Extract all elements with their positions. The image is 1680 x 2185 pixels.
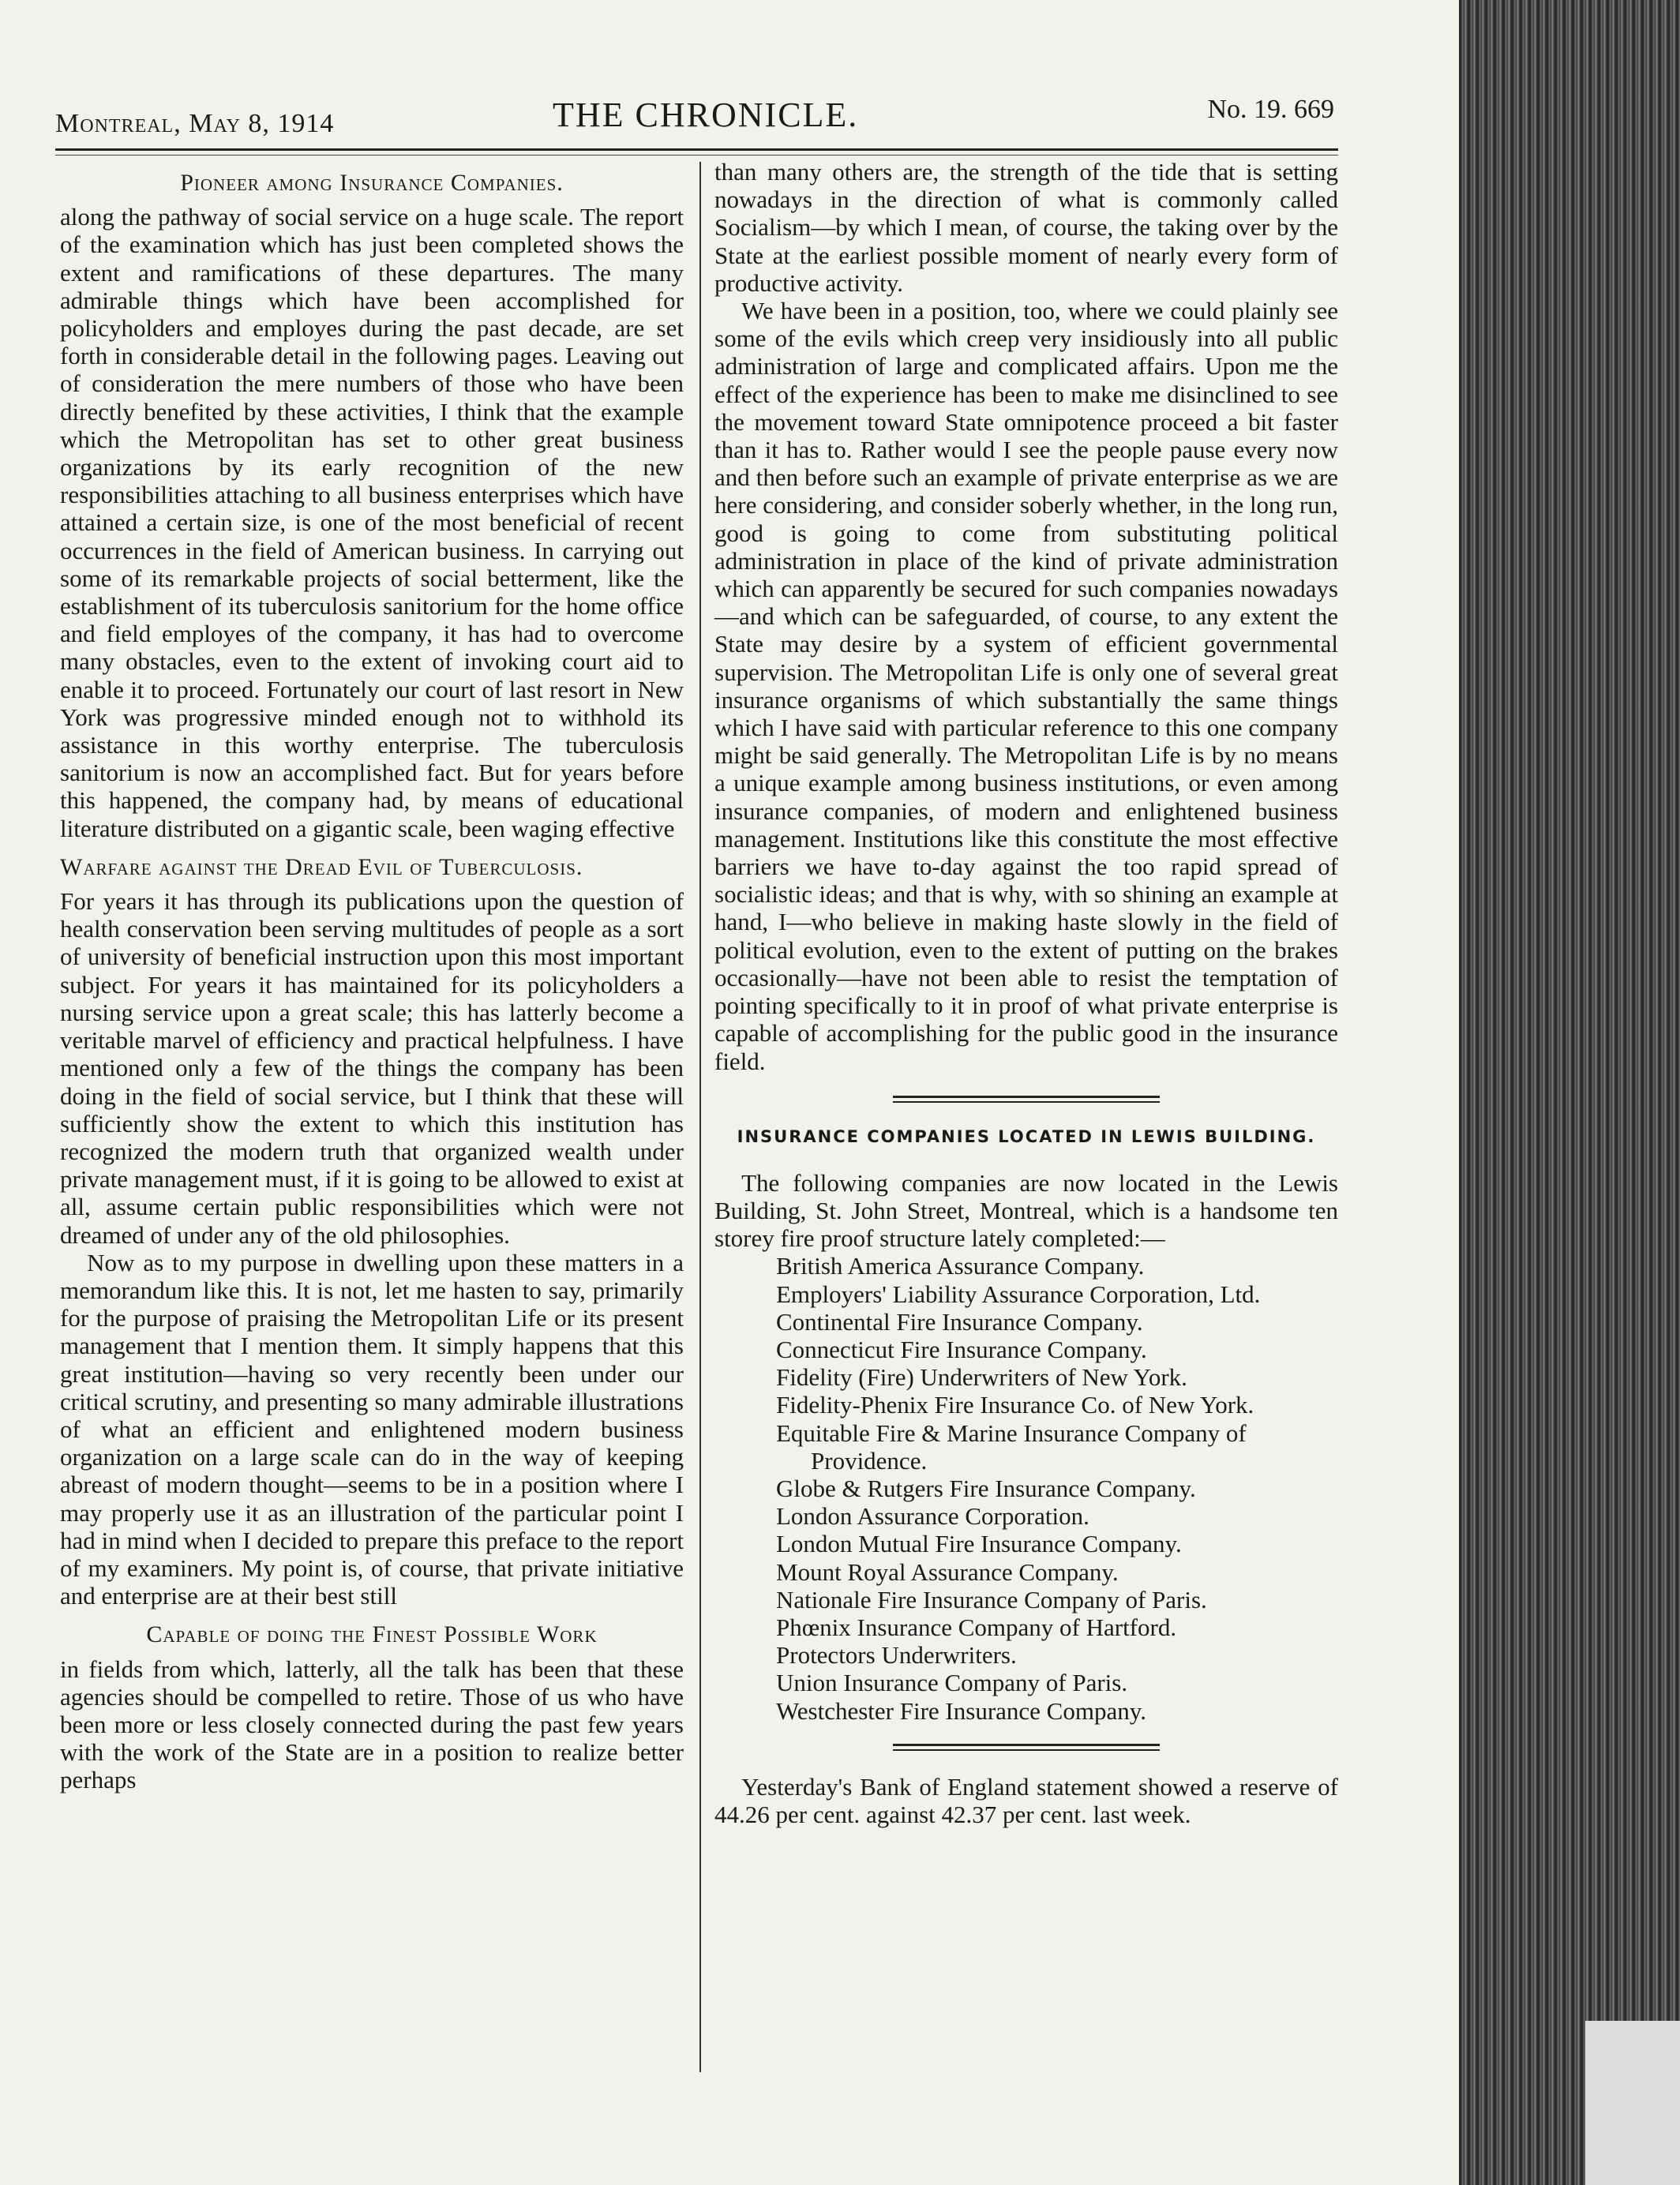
section-heading-pioneer: Pioneer among Insurance Companies.	[180, 170, 564, 196]
list-item: Equitable Fire & Marine Insurance Company of	[776, 1419, 1247, 1447]
list-item: Continental Fire Insurance Company.	[776, 1307, 1143, 1336]
list-item: Protectors Underwriters.	[776, 1641, 1017, 1670]
left-column	[60, 158, 684, 1794]
paragraph: along the pathway of social service on a huge scale. The report of the examination which has just been completed shows the extent and ramifications of these departures. The many admirable things which have been accomplished for policyholders and employes during the past decade, are set forth in considerable detail in the following pages. Leaving out of consideration the mere numbers of those who have been directly benefited by these activities, I think that the example which the Metropolitan has set to other great business organizations by its early recognition of the new responsibilities attaching to all business enterprises which have attained a certain size, is one of the most beneficial of recent occurrences in the field of American business. In carrying out some of its remarkable projects of social betterment, like the establishment of its tuberculosis sanitorium for the home office and field employes of the company, it has had to overcome many obstacles, even to the extent of invoking court aid to enable it to proceed. Fortunately our court of last resort in New York was progressive minded enough not to withhold its assistance in this worthy enterprise. The tuberculosis sanitorium is now an accomplished fact. But for years before this happened, the company had, by means of educational literature distributed on a gigantic scale, been waging effective	[60, 203, 684, 842]
list-item: Fidelity-Phenix Fire Insurance Co. of New York.	[776, 1391, 1254, 1419]
section-heading-lewis-building: INSURANCE COMPANIES LOCATED IN LEWIS BUILDING.	[737, 1126, 1316, 1146]
double-rule-divider	[893, 1744, 1160, 1751]
paragraph-bank-note: Yesterday's Bank of England statement showed a reserve of 44.26 per cent. against 42.37 per cent. last week.	[714, 1772, 1338, 1828]
paragraph: than many others are, the strength of the tide that is setting nowadays in the direction of what is commonly called Socialism—by which I mean, of course, the taking over by the State at the earliest possible moment of nearly every form of productive activity.	[714, 158, 1338, 297]
double-rule-divider	[893, 1096, 1160, 1103]
list-item: Mount Royal Assurance Company.	[776, 1557, 1119, 1586]
header-issue-page: No. 19. 669	[1207, 95, 1334, 124]
list-item: British America Assurance Company.	[776, 1252, 1145, 1280]
list-item-continuation: Providence.	[811, 1446, 928, 1475]
header-dateline: Montreal, May 8, 1914	[55, 109, 335, 138]
list-item: Nationale Fire Insurance Company of Paris.	[776, 1585, 1207, 1613]
page-header	[55, 87, 1334, 142]
list-item: Phœnix Insurance Company of Hartford.	[776, 1613, 1177, 1641]
company-list	[776, 1252, 1338, 1724]
list-item: London Assurance Corporation.	[776, 1502, 1089, 1531]
book-page-edges	[1459, 0, 1680, 2185]
header-title: THE CHRONICLE.	[553, 96, 859, 134]
paragraph-intro: The following companies are now located in the Lewis Building, St. John Street, Montreal, which is a handsome ten storey fire proof structure lately completed:—	[714, 1168, 1338, 1253]
section-heading-warfare: Warfare against the Dread Evil of Tuberculosis.	[60, 853, 583, 880]
header-rule-thin	[55, 155, 1338, 156]
list-item: London Mutual Fire Insurance Company.	[776, 1530, 1182, 1558]
list-item: Westchester Fire Insurance Company.	[776, 1696, 1146, 1725]
list-item: Fidelity (Fire) Underwriters of New York.	[776, 1363, 1187, 1392]
list-item: Connecticut Fire Insurance Company.	[776, 1335, 1147, 1363]
column-divider	[699, 162, 701, 2072]
section-heading-capable: Capable of doing the Finest Possible Work	[146, 1621, 598, 1648]
paragraph: Now as to my purpose in dwelling upon these matters in a memorandum like this. It is not, let me hasten to say, primarily for the purpose of praising the Metropolitan Life or its present management that I mention them. It simply happens that this great institution—having so very recently been under our critical scrutiny, and presenting so many admirable illustrations of what an efficient and enlightened modern business organization on a large scale can do in the way of keeping abreast of modern thought—seems to be in a position where I may properly use it as an illustration of the particular point I had in mind when I decided to prepare this preface to the report of my examiners. My point is, of course, that private initiative and enterprise are at their best still	[60, 1248, 684, 1610]
list-item: Union Insurance Company of Paris.	[776, 1669, 1128, 1697]
list-item: Employers' Liability Assurance Corporation, Ltd.	[776, 1280, 1261, 1308]
paragraph: in fields from which, latterly, all the talk has been that these agencies should be compelled to retire. Those of us who have been more or less closely connected during the past few years with the work of the State are in a position to realize better perhaps	[60, 1655, 684, 1794]
paper-corner	[1585, 2021, 1680, 2185]
paragraph: For years it has through its publications upon the question of health conservation been serving multitudes of people as a sort of university of beneficial instruction upon this most important subject. For years it has maintained for its policyholders a nursing service upon a great scale; this has latterly become a veritable marvel of efficiency and practical helpfulness. I have mentioned only a few of the things the company has been doing in the field of social service, but I think that these will sufficiently show the extent to which this institution has recognized the modern truth that organized wealth under private management must, if it is going to be allowed to exist at all, assume certain public responsibilities which were not dreamed of under any of the old philosophies.	[60, 887, 684, 1249]
paragraph: We have been in a position, too, where we could plainly see some of the evils which creep very insidiously into all public administration of large and complicated affairs. Upon me the effect of the experience has been to make me disinclined to see the movement toward State omnipotence proceed a bit faster than it has to. Rather would I see the people pause every now and then before such an example of private enterprise as we are here considering, and consider soberly whether, in the long run, good is going to come from substituting political administration in place of the kind of private administration which can apparently be secured for such companies nowadays—and which can be safeguarded, of course, to any extent the State may desire by a system of efficient governmental supervision. The Metropolitan Life is only one of several great insurance organisms of which substantially the same things which I have said with particular reference to this one company might be said generally. The Metropolitan Life is by no means a unique example among business institutions, or even among insurance companies, of modern and enlightened business management. Institutions like this constitute the most effective barriers we have to-day against the too rapid spread of socialistic ideas; and that is why, with so shining an example at hand, I—who believe in making haste slowly in the field of political evolution, even to the extent of putting on the brakes occasionally—have not been able to resist the temptation of pointing specifically to it in proof of what private enterprise is capable of accomplishing for the public good in the insurance field.	[714, 297, 1338, 1075]
header-rule	[55, 148, 1338, 151]
right-column	[714, 158, 1338, 1828]
list-item: Globe & Rutgers Fire Insurance Company.	[776, 1474, 1196, 1502]
